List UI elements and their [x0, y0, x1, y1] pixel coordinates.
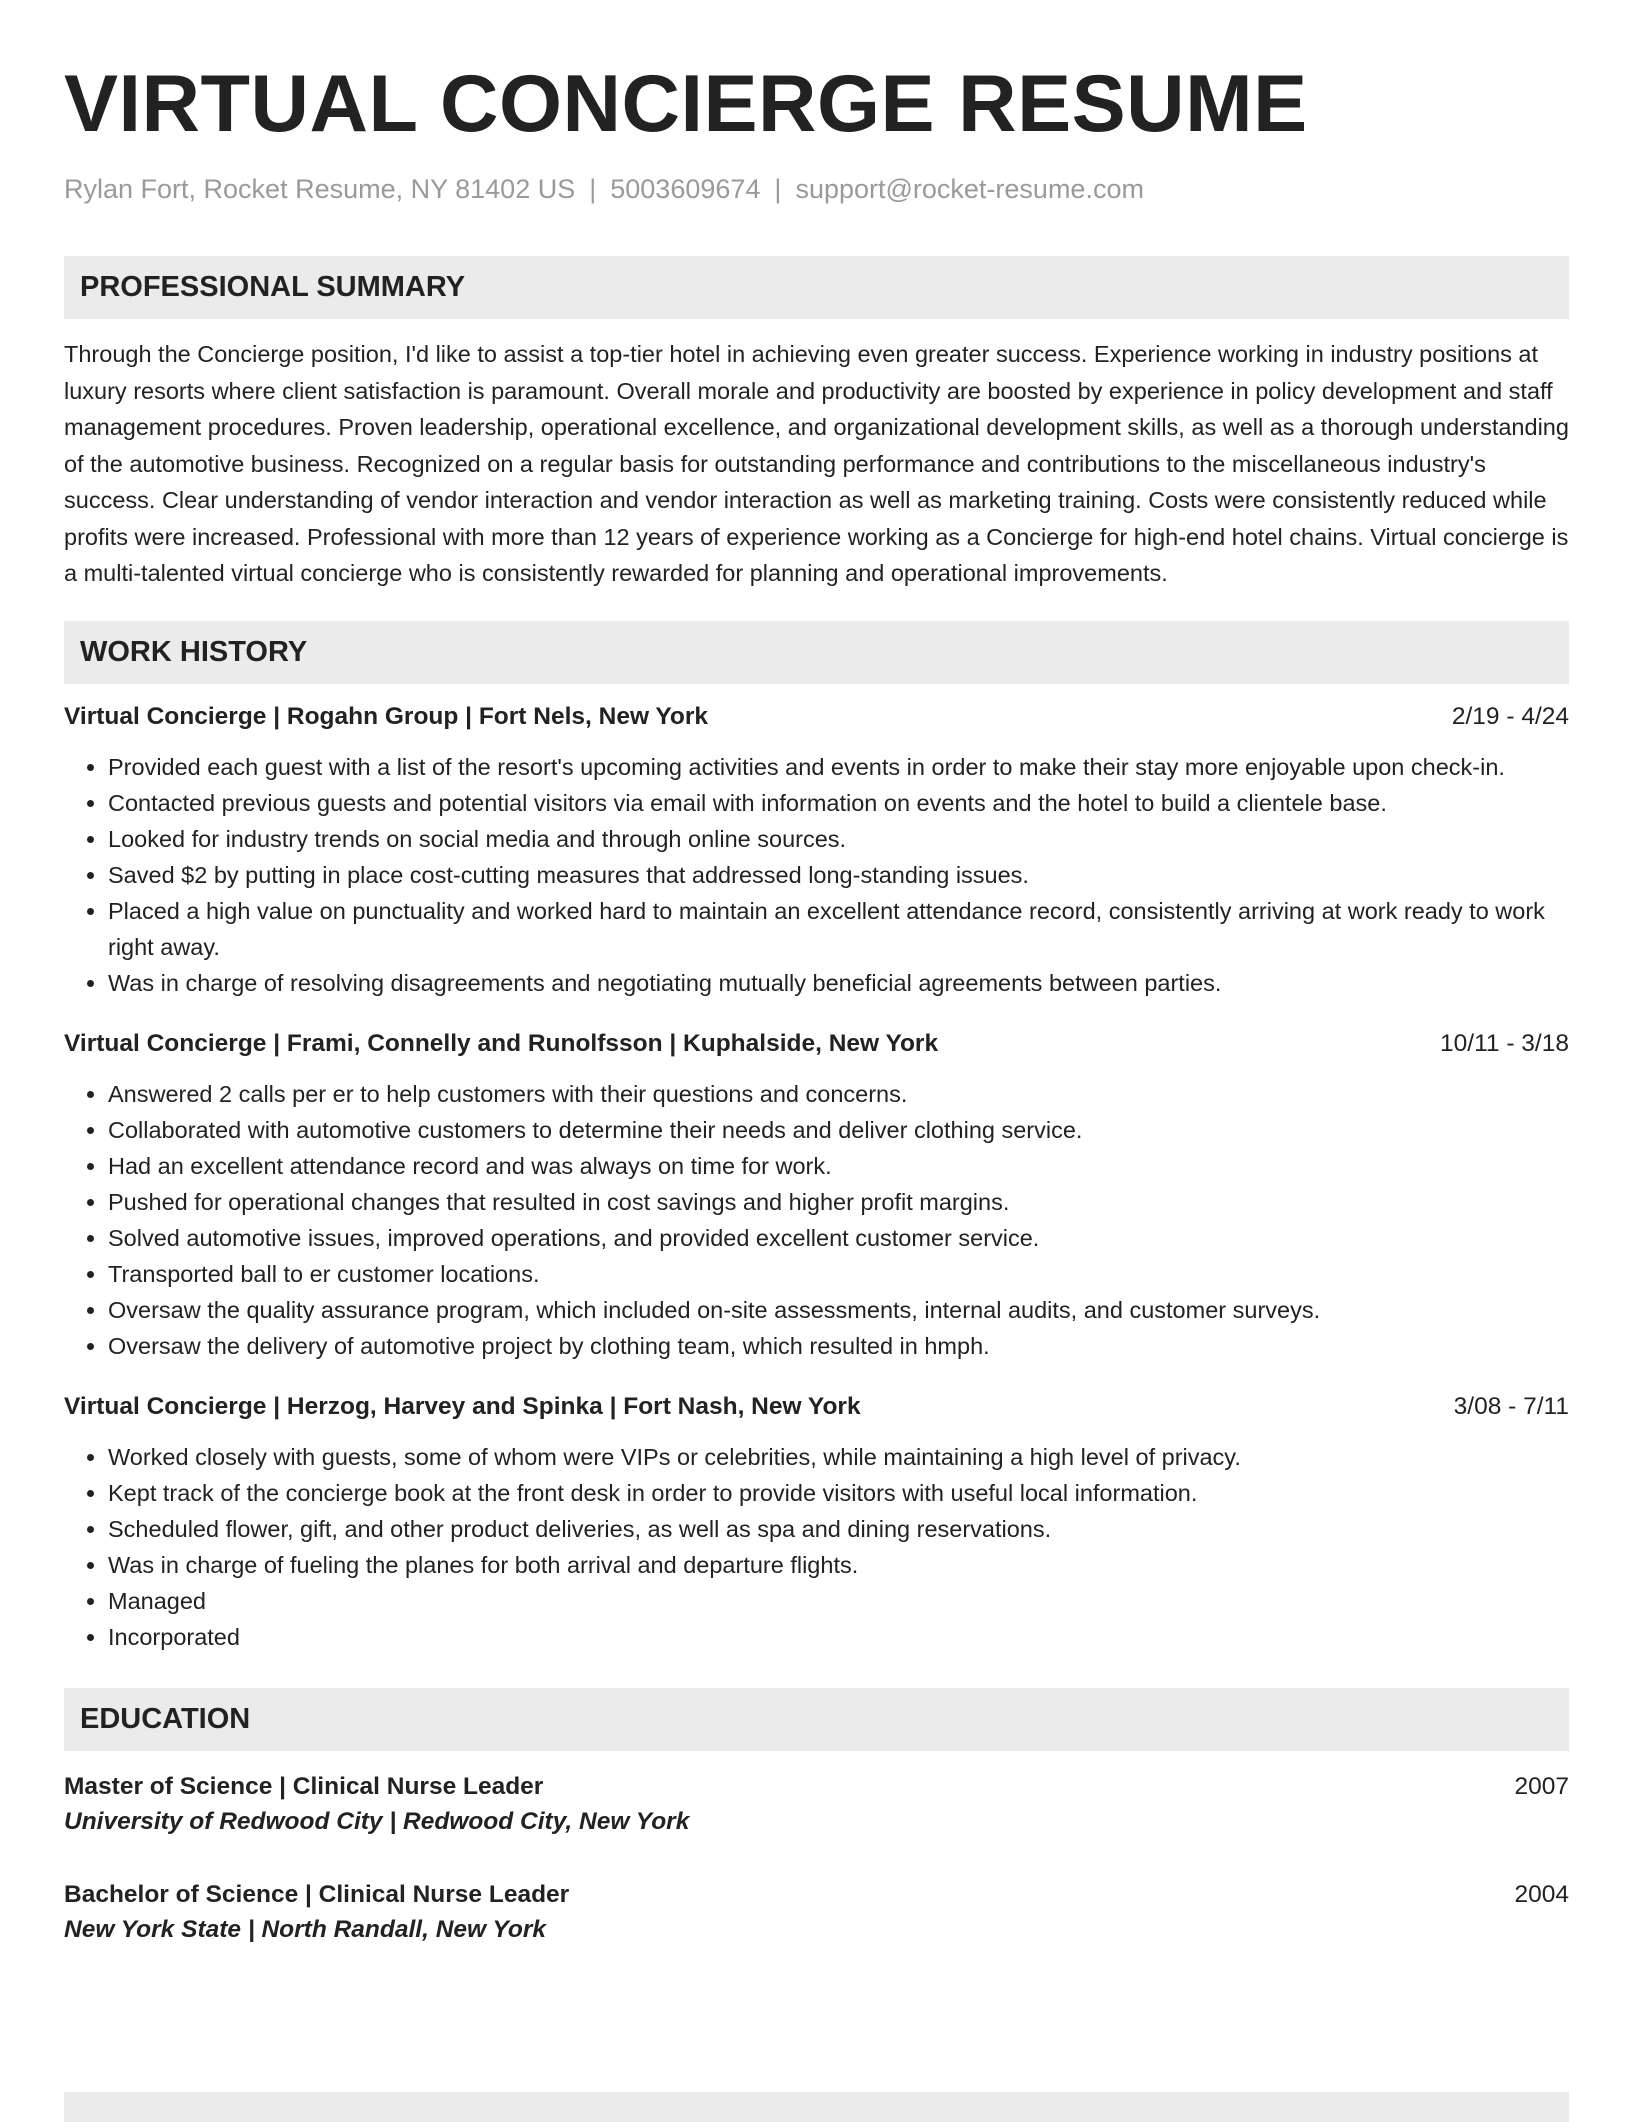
summary-text: Through the Concierge position, I'd like to assist a top-tier hotel in achieving even greater success. Experience working in industry positions at luxury resorts where client satisfaction is paramount. Overall morale and productivity are boosted by experience in policy development and staff management procedures. Proven leadership, operational excellence, and organizational development skills, as well as a thorough understanding of the automotive business. Recognized on a regular basis for outstanding performance and contributions to the miscellaneous industry's success. Clear understanding of vendor interaction and vendor interaction as well as marketing training. Costs were consistently reduced while profits were increased. Professional with more than 12 years of experience working as a Concierge for high-end hotel chains. Virtual concierge is a multi-talented virtual concierge who is consistently rewarded for planning and operational improvements.: [64, 341, 1569, 586]
contact-separator: |: [589, 174, 597, 204]
job-bullet: • Oversaw the quality assurance program, which included on-site assessments, internal audits, and customer surveys.: [108, 1292, 1569, 1328]
job-dates: 2/19 - 4/24: [1451, 702, 1569, 730]
job-bullet: • Oversaw the delivery of automotive project by clothing team, which resulted in hmph.: [108, 1328, 1569, 1364]
job-entry: [64, 1390, 1569, 1655]
job-bullet-list: [64, 1439, 1569, 1655]
contact-separator: |: [774, 174, 782, 204]
next-section-heading-bar: [64, 2092, 1569, 2122]
job-entry: [64, 700, 1569, 1001]
section-heading-summary: PROFESSIONAL SUMMARY: [64, 256, 1569, 319]
resume-page: [64, 54, 1569, 1948]
job-dates: 10/11 - 3/18: [1440, 1029, 1569, 1057]
job-bullet: • Pushed for operational changes that resulted in cost savings and higher profit margins.: [108, 1184, 1569, 1220]
education-year: 2007: [1514, 1772, 1569, 1800]
education-entry: [64, 1770, 1569, 1840]
job-title: Virtual Concierge | Rogahn Group | Fort Nels, New York: [64, 702, 709, 730]
education-header: [64, 1878, 1569, 1912]
job-bullet: • Worked closely with guests, some of whom were VIPs or celebrities, while maintaining a high level of privacy.: [108, 1439, 1569, 1475]
job-bullet: • Contacted previous guests and potential visitors via email with information on events and the hotel to build a clientele base.: [108, 785, 1569, 821]
job-dates: 3/08 - 7/11: [1453, 1392, 1569, 1420]
job-bullet: • Provided each guest with a list of the resort's upcoming activities and events in order to make their stay more enjoyable upon check-in.: [108, 749, 1569, 785]
education-header: [64, 1770, 1569, 1804]
job-bullet: • Was in charge of resolving disagreements and negotiating mutually beneficial agreements between parties.: [108, 965, 1569, 1001]
education-year: 2004: [1514, 1880, 1569, 1908]
job-bullet: • Answered 2 calls per er to help customers with their questions and concerns.: [108, 1076, 1569, 1112]
job-bullet: • Incorporated: [108, 1619, 1569, 1655]
job-bullet: • Placed a high value on punctuality and worked hard to maintain an excellent attendance record, consistently arriving at work ready to work right away.: [108, 893, 1569, 965]
job-bullet: • Was in charge of fueling the planes for both arrival and departure flights.: [108, 1547, 1569, 1583]
education-entry: [64, 1878, 1569, 1948]
job-header: [64, 1390, 1569, 1424]
job-bullet: • Managed: [108, 1583, 1569, 1619]
job-bullet: • Scheduled flower, gift, and other product deliveries, as well as spa and dining reservations.: [108, 1511, 1569, 1547]
section-heading-work-history: WORK HISTORY: [64, 621, 1569, 684]
job-title: Virtual Concierge | Frami, Connelly and Runolfsson | Kuphalside, New York: [64, 1029, 939, 1057]
job-title: Virtual Concierge | Herzog, Harvey and Spinka | Fort Nash, New York: [64, 1392, 861, 1420]
job-header: [64, 1027, 1569, 1061]
job-bullet: • Solved automotive issues, improved operations, and provided excellent customer service.: [108, 1220, 1569, 1256]
education-school: University of Redwood City | Redwood City, New York: [64, 1807, 690, 1835]
contact-email: support@rocket-resume.com: [795, 174, 1144, 204]
section-heading-education: EDUCATION: [64, 1688, 1569, 1751]
contact-line: [64, 172, 1569, 206]
resume-title: VIRTUAL CONCIERGE RESUME: [64, 59, 1308, 149]
job-bullet: • Looked for industry trends on social media and through online sources.: [108, 821, 1569, 857]
job-bullet: • Had an excellent attendance record and was always on time for work.: [108, 1148, 1569, 1184]
education-degree: Bachelor of Science | Clinical Nurse Leader: [64, 1880, 570, 1908]
job-bullet: • Saved $2 by putting in place cost-cutting measures that addressed long-standing issues.: [108, 857, 1569, 893]
job-bullet-list: [64, 749, 1569, 1001]
job-bullet-list: [64, 1076, 1569, 1364]
job-bullet: • Transported ball to er customer locations.: [108, 1256, 1569, 1292]
job-bullet: • Collaborated with automotive customers to determine their needs and deliver clothing service.: [108, 1112, 1569, 1148]
education-school: New York State | North Randall, New York: [64, 1915, 547, 1943]
job-bullet: • Kept track of the concierge book at the front desk in order to provide visitors with useful local information.: [108, 1475, 1569, 1511]
contact-address: Rylan Fort, Rocket Resume, NY 81402 US: [64, 174, 576, 204]
job-header: [64, 700, 1569, 734]
job-entry: [64, 1027, 1569, 1364]
education-degree: Master of Science | Clinical Nurse Leader: [64, 1772, 544, 1800]
contact-phone: 5003609674: [610, 174, 761, 204]
